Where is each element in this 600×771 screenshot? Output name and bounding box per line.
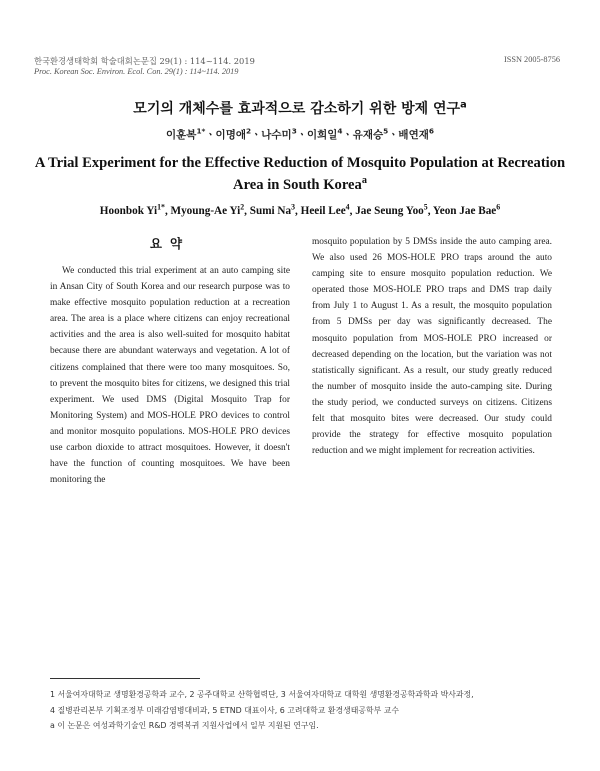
footnote-affiliations-cont: 4 질병관리본부 기획조정부 미래감염병대비과, 5 ETND 대표이사, 6 고려대학교 환경생태공학부 교수 <box>50 706 399 715</box>
author-kr: 이훈복$^{1*}$ <box>166 126 206 141</box>
paper-title-en <box>34 152 566 196</box>
author-en: Hoonbok $Yi^{1*}$ <box>99 202 165 217</box>
abstract-heading: 요약 <box>149 236 191 251</box>
title-kr-footnote-mark: a <box>460 99 467 111</box>
abstract-left-column: We conducted this trial experiment at an auto camping site in Ansan City of South Korea and our research purpose was to make effective mosquito population reduction at a recreation area. The area is a place where citizens can enjoy recreational activities and the area is also well-suited for mosquito habitat because there are abundant waterways and vegetation. A lot of citizens complained that there were too many mosquitoes. So, to prevent the mosquito bites for citizens, we designed this trial experiment. We used DMS (Digital Mosquito Trap for Monitoring System) and MOS-HOLE PRO devices to control and monitor mosquito populations. MOS-HOLE PRO devices use carbon dioxide to attract mosquitoes. However, it doesn't have the function of counting mosquitoes. We have been monitoring the <box>50 266 290 486</box>
author-en: Myoung-Ae Yi$^2$ <box>170 202 245 217</box>
abstract-right-column: mosquito population by 5 DMSs inside the auto camping area. We also used 26 MOS-HOLE PRO traps around the auto camping site to ensure mosquito population reduction. We operated those MOS-HOLE PRO traps and DMS trap daily from July 1 to August 1. As a result, the mosquito population from 5 DMSs per day was significantly decreased. The mosquito population from MOS-HOLE PRO increased or decreased depending on the location, but the variation was not statistically significant. As a result, our study greatly reduced the number of mosquito inside the auto-camping site. During the study period, we conducted surveys on citizens. Citizens felt that mosquito bites were decreased. Our study could provide the strategy for effective mosquito population reduction and we might implement for recreation activities. <box>312 237 552 457</box>
paper-title-kr <box>0 98 600 118</box>
author-list-kr <box>0 127 600 142</box>
issn: ISSN 2005-8756 <box>503 55 560 64</box>
author-kr: 나수미$^3$ <box>261 126 297 141</box>
title-kr-text: 모기의 개체수를 효과적으로 감소하기 위한 방제 연구 <box>133 101 461 117</box>
footnote-affiliations: 1 서울여자대학교 생명환경공학과 교수, 2 공주대학교 산학협력단, 3 서울여자대학교 대학원 생명환경공학과학과 박사과정, <box>50 690 474 699</box>
author-list-en: Hoonbok $Yi^{1*}$, Myoung-Ae Yi$^2$, Sumi Na$^3$, Heeil Lee$^4$, Jae Seung Yoo$^5$, Yeon Jae Bae$^6$ <box>99 202 501 217</box>
author-kr: 이희일$^4$ <box>306 126 343 141</box>
author-separator: ㆍ <box>205 129 216 141</box>
footnote-funding: a 이 논문은 여성과학기술인 R&D 경력복귀 지원사업에서 일부 지원된 연구임. <box>50 721 319 730</box>
title-en-text: A Trial Experiment for the Effective Reduction of Mosquito Population at Recreation Area in South Korea <box>34 155 566 193</box>
author-separator: ㆍ <box>296 129 307 141</box>
author-en: Sumi Na$^3$ <box>249 202 296 217</box>
journal-citation-kr: 한국환경생태학회 학술대회논문집 29(1) : 114~114. 2019 <box>34 56 255 66</box>
author-separator: ㆍ <box>388 129 399 141</box>
author-separator: ㆍ <box>342 129 353 141</box>
author-separator: ㆍ <box>251 129 262 141</box>
footnote-divider <box>50 678 200 679</box>
author-kr: 유재승$^5$ <box>352 126 389 141</box>
title-en-footnote-mark: a <box>361 175 367 187</box>
journal-citation-en: Proc. Korean Soc. Environ. Ecol. Con. 29(1) : 114~114. 2019 <box>34 67 239 76</box>
author-en: Heeil Lee$^4$ <box>300 202 350 217</box>
author-kr: 이명애$^2$ <box>215 126 252 141</box>
author-kr: 배연재$^6$ <box>398 126 434 141</box>
author-en: Yeon Jae Bae$^6$ <box>432 202 501 217</box>
author-en: Jae Seung Yoo$^5$ <box>355 202 428 217</box>
